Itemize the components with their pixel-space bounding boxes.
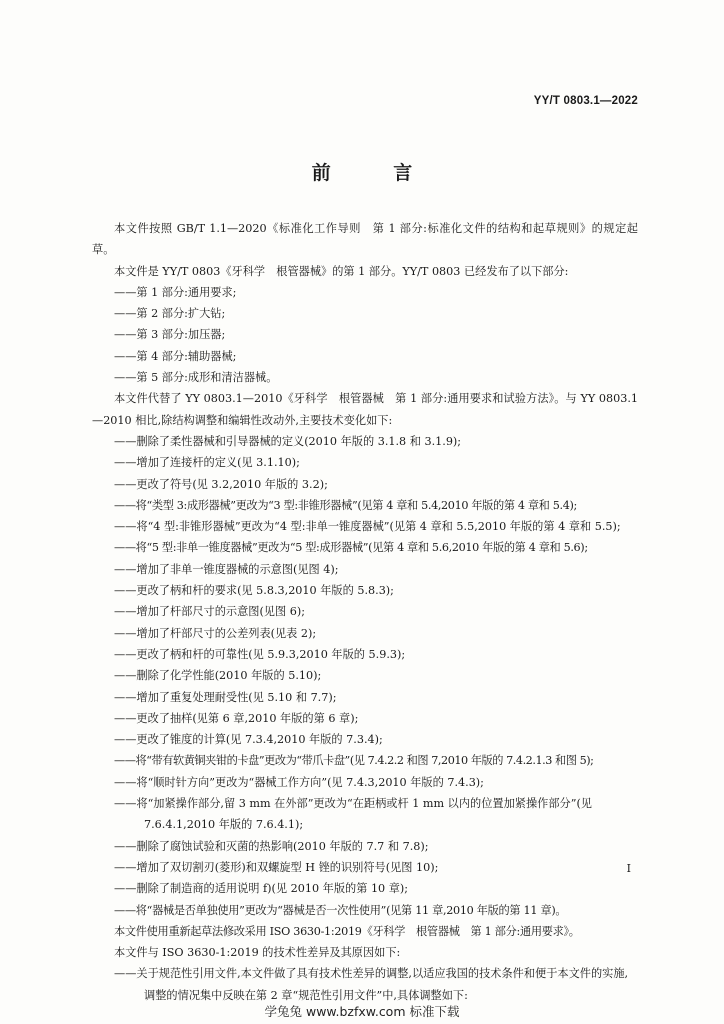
page-title: 前 言 [311,162,441,184]
list-item: ——将“带有软黄铜夹钳的卡盘”更改为“带爪卡盘”(见 7.4.2.2 和图 7,2010 年版的 7.4.2.1.3 和图 5); [114,754,594,768]
list-item: ——将“类型 3:成形器械”更改为“3 型:非锥形器械”(见第 4 章和 5.4,2010 年版的第 4 章和 5.4); [114,498,577,512]
list-item: ——第 4 部分:辅助器械; [114,349,237,363]
list-item: ——更改了符号(见 3.2,2010 年版的 3.2); [114,477,328,491]
list-item: ——更改了锥度的计算(见 7.3.4,2010 年版的 7.3.4); [114,733,383,747]
paragraph: 本文件按照 GB/T 1.1—2020《标准化工作导则 第 1 部分:标准化文件的结构和起草规则》的规定起草。 [92,222,638,257]
list-item: ——删除了制造商的适用说明 f)(见 2010 年版的第 10 章); [114,882,409,896]
list-item: ——关于规范性引用文件,本文件做了具有技术性差异的调整,以适应我国的技术条件和便于本文件的实施,调整的情况集中反映在第 2 章“规范性引用文件”中,具体调整如下: [114,967,629,1002]
list-item: ——将“5 型:非单一锥度器械”更改为“5 型:成形器械”(见第 4 章和 5.6,2010 年版的第 4 章和 5.6); [114,541,588,555]
list-item: ——第 2 部分:扩大钻; [114,307,226,321]
list-item: ——增加了杆部尺寸的示意图(见图 6); [114,605,305,619]
paragraph: 本文件使用重新起草法修改采用 ISO 3630-1:2019《牙科学 根管器械 第 1 部分:通用要求》。 [114,924,580,938]
list-item: ——将“4 型:非锥形器械”更改为“4 型:非单一锥度器械”(见第 4 章和 5.5,2010 年版的第 4 章和 5.5); [114,520,621,534]
doc-code: YY/T 0803.1—2022 [533,95,638,107]
paragraph: 本文件代替了 YY 0803.1—2010《牙科学 根管器械 第 1 部分:通用要求和试验方法》。与 YY 0803.1—2010 相比,除结构调整和编辑性改动外,主要技术变化如下: [92,392,638,427]
list-item: ——更改了抽样(见第 6 章,2010 年版的第 6 章); [114,711,359,725]
list-item: ——增加了双切割刃(菱形)和双螺旋型 H 锉的识别符号(见图 10); [114,860,439,874]
list-item: ——第 1 部分:通用要求; [114,285,237,299]
list-item: ——增加了重复处理耐受性(见 5.10 和 7.7); [114,690,337,704]
list-item: ——更改了柄和杆的要求(见 5.8.3,2010 年版的 5.8.3); [114,584,394,598]
list-item: ——删除了腐蚀试验和灭菌的热影响(2010 年版的 7.7 和 7.8); [114,839,429,853]
paragraph: 本文件是 YY/T 0803《牙科学 根管器械》的第 1 部分。YY/T 0803 已经发布了以下部分: [114,264,569,278]
list-item: ——第 5 部分:成形和清洁器械。 [114,371,278,385]
list-item: ——增加了杆部尺寸的公差列表(见表 2); [114,626,317,640]
list-item: ——删除了化学性能(2010 年版的 5.10); [114,669,322,683]
list-item: ——删除了柔性器械和引导器械的定义(2010 年版的 3.1.8 和 3.1.9); [114,434,462,448]
document-body [92,218,638,1006]
list-item: ——增加了非单一锥度器械的示意图(见图 4); [114,562,339,576]
list-item: ——将“器械是否单独使用”更改为“器械是否一次性使用”(见第 11 章,2010 年版的第 11 章)。 [114,903,567,917]
list-item: ——更改了柄和杆的可靠性(见 5.9.3,2010 年版的 5.9.3); [114,647,406,661]
list-item: ——增加了连接杆的定义(见 3.1.10); [114,456,300,470]
list-item: ——将“顺时针方向”更改为“器械工作方向”(见 7.4.3,2010 年版的 7.4.3); [114,775,484,789]
list-item: ——将“加紧操作部分,留 3 mm 在外部”更改为“在距柄或杆 1 mm 以内的位置加紧操作部分”(见 7.6.4.1,2010 年版的 7.6.4.1); [114,797,592,832]
page-number: I [626,862,631,875]
footer-watermark: 学兔兔 www.bzfxw.com 标准下载 [264,1004,460,1019]
list-item: ——第 3 部分:加压器; [114,328,226,342]
paragraph: 本文件与 ISO 3630-1:2019 的技术性差异及其原因如下: [114,946,401,960]
